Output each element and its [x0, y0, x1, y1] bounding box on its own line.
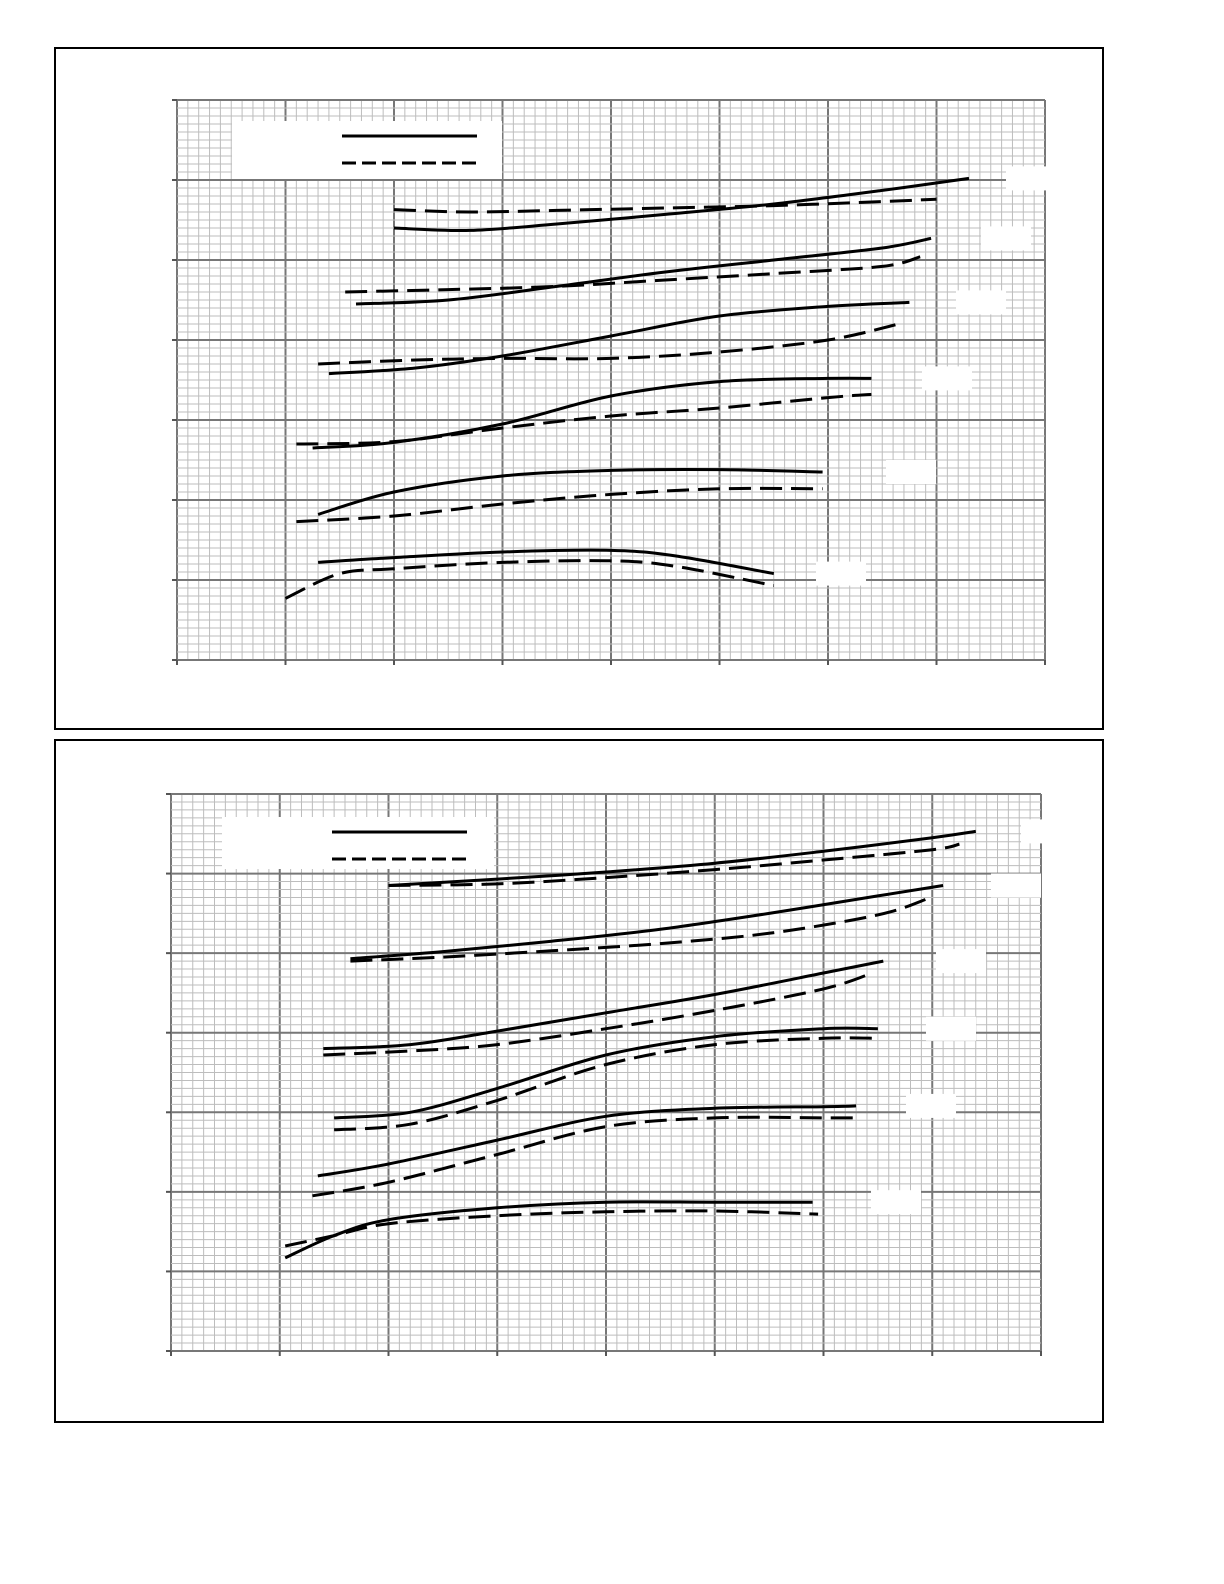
- chart-bottom: [56, 741, 1106, 1425]
- curve-label-box: [886, 460, 936, 484]
- gridlines: [166, 794, 1041, 1356]
- curve-label-box: [816, 562, 866, 586]
- legend: [232, 121, 502, 179]
- curve-label-box: [906, 1094, 956, 1118]
- series-line-curve-5-dashed: [296, 488, 822, 521]
- legend-box: [232, 121, 502, 179]
- curve-label-box: [922, 366, 972, 390]
- legend-box: [222, 817, 494, 869]
- curve-label-box: [981, 226, 1031, 250]
- curve-label-box: [1006, 166, 1056, 190]
- chart-panel-bottom: [54, 739, 1104, 1423]
- curve-label-box: [1021, 819, 1071, 843]
- curve-label-box: [991, 874, 1041, 898]
- series-line-curve-3-solid: [323, 961, 883, 1049]
- chart-top: [56, 49, 1106, 732]
- legend: [222, 817, 494, 869]
- curve-label-box: [926, 1017, 976, 1041]
- chart-panel-top: [54, 47, 1104, 730]
- series-line-curve-2-solid: [350, 886, 943, 959]
- curve-label-box: [871, 1190, 921, 1214]
- curve-label-box: [936, 949, 986, 973]
- curve-label-box: [956, 290, 1006, 314]
- series-line-curve-4-solid: [313, 378, 872, 448]
